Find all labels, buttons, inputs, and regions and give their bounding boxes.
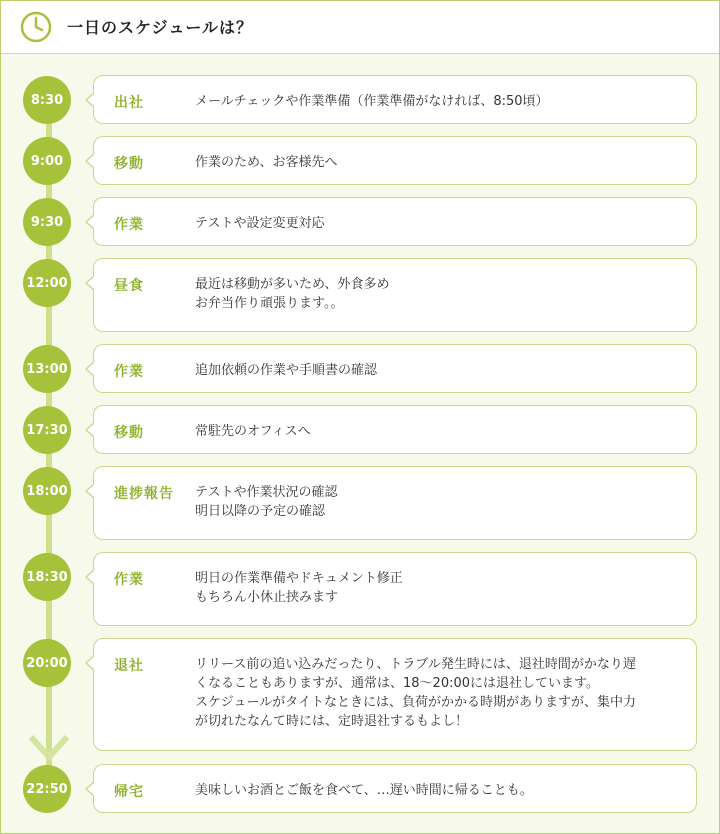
schedule-card bbox=[93, 258, 697, 332]
description-line: 美味しいお酒とご飯を食べて、…遅い時間に帰ることも。 bbox=[195, 783, 533, 798]
activity-description bbox=[195, 92, 678, 111]
activity-label: 移動 bbox=[114, 425, 144, 441]
activity-label: 作業 bbox=[114, 572, 144, 588]
description-line: もちろん小休止挟みます bbox=[195, 590, 339, 605]
schedule-card bbox=[93, 344, 697, 393]
description-line: くなることもありますが、通常は、18〜20:00には退社しています。 bbox=[195, 676, 599, 691]
description-line: リリース前の追い込みだったり、トラブル発生時には、退社時間がかなり遅 bbox=[195, 657, 636, 672]
schedule-row bbox=[1, 466, 719, 540]
schedule-card bbox=[93, 405, 697, 454]
clock-icon bbox=[20, 11, 52, 43]
schedule-row bbox=[1, 552, 719, 626]
schedule-card bbox=[93, 197, 697, 246]
schedule-row bbox=[1, 136, 719, 185]
description-line: メールチェックや作業準備（作業準備がなければ、8:50頃） bbox=[195, 94, 549, 109]
schedule-card bbox=[93, 75, 697, 124]
activity-label: 出社 bbox=[114, 95, 144, 111]
time-badge: 9:30 bbox=[23, 198, 71, 246]
description-line: 作業のため、お客様先へ bbox=[195, 155, 338, 170]
activity-description bbox=[195, 422, 678, 441]
time-badge: 9:00 bbox=[23, 137, 71, 185]
time-badge: 8:30 bbox=[23, 76, 71, 124]
description-line: スケジュールがタイトなときには、負荷がかかる時期がありますが、集中力 bbox=[195, 695, 636, 710]
description-line: お弁当作り頑張ります。。 bbox=[195, 296, 344, 311]
description-line: 最近は移動が多いため、外食多め bbox=[195, 277, 390, 292]
activity-label: 進捗報告 bbox=[114, 486, 174, 502]
activity-description bbox=[195, 781, 678, 800]
activity-label: 作業 bbox=[114, 217, 144, 233]
schedule-card bbox=[93, 466, 697, 540]
activity-description bbox=[195, 275, 678, 313]
schedule-row bbox=[1, 405, 719, 454]
activity-label: 帰宅 bbox=[114, 784, 144, 800]
time-badge: 18:30 bbox=[23, 553, 71, 601]
time-badge: 17:30 bbox=[23, 406, 71, 454]
description-line: テストや作業状況の確認 bbox=[195, 485, 338, 500]
activity-label: 昼食 bbox=[114, 278, 144, 294]
schedule-card bbox=[93, 136, 697, 185]
schedule-row bbox=[1, 258, 719, 332]
schedule-card bbox=[93, 552, 697, 626]
page-title: 一日のスケジュールは？ bbox=[67, 18, 254, 37]
description-line: テストや設定変更対応 bbox=[195, 216, 325, 231]
activity-description bbox=[195, 361, 678, 380]
header bbox=[1, 1, 719, 54]
activity-label: 移動 bbox=[114, 156, 144, 172]
activity-description bbox=[195, 153, 678, 172]
description-line: 常駐先のオフィスへ bbox=[195, 424, 311, 439]
schedule-row bbox=[1, 75, 719, 124]
description-line: 明日の作業準備やドキュメント修正 bbox=[195, 571, 403, 586]
time-badge: 22:50 bbox=[23, 765, 71, 813]
description-line: 明日以降の予定の確認 bbox=[195, 504, 326, 519]
activity-description bbox=[195, 483, 678, 521]
schedule-row bbox=[1, 638, 719, 751]
activity-description bbox=[195, 655, 678, 731]
description-line: 追加依頼の作業や手順書の確認 bbox=[195, 363, 378, 378]
schedule-row bbox=[1, 764, 719, 813]
description-line: が切れたなんて時には、定時退社するもよし！ bbox=[195, 714, 469, 729]
activity-label: 作業 bbox=[114, 364, 144, 380]
schedule-card bbox=[93, 764, 697, 813]
schedule-card bbox=[93, 638, 697, 751]
schedule-row bbox=[1, 197, 719, 246]
time-badge: 18:00 bbox=[23, 467, 71, 515]
schedule-row bbox=[1, 344, 719, 393]
time-badge: 12:00 bbox=[23, 259, 71, 307]
time-badge: 20:00 bbox=[23, 639, 71, 687]
activity-description bbox=[195, 214, 678, 233]
time-badge: 13:00 bbox=[23, 345, 71, 393]
activity-label: 退社 bbox=[114, 658, 144, 674]
activity-description bbox=[195, 569, 678, 607]
